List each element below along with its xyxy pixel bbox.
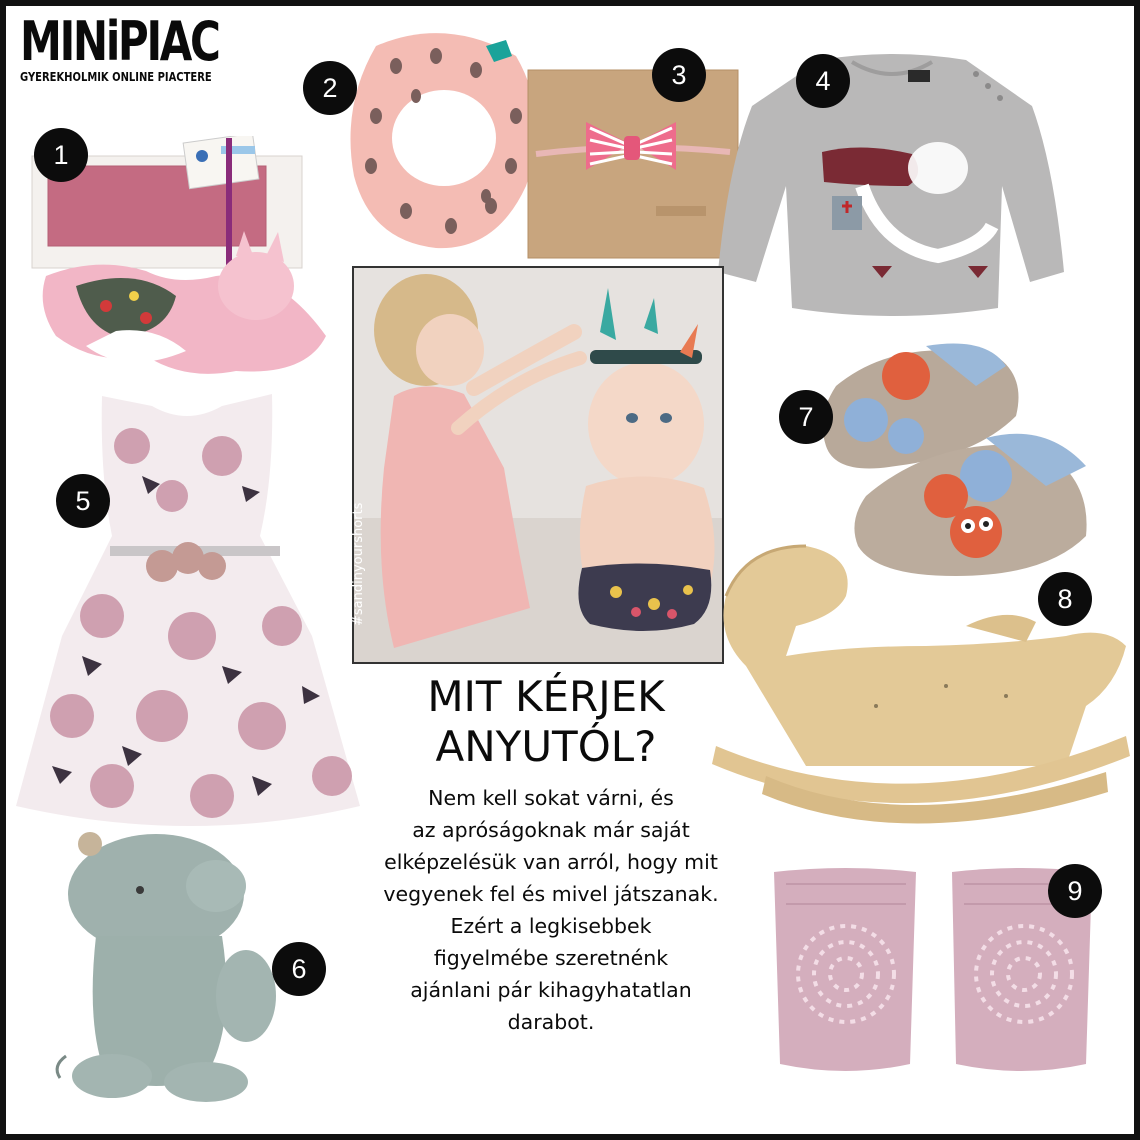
product-pelican-sweater[interactable] [712, 46, 1068, 328]
logo-title: MINiPIAC [20, 10, 219, 73]
hero-photo-children [352, 266, 724, 664]
product-floral-dress[interactable] [12, 386, 362, 836]
marker-8: 8 [1038, 572, 1092, 626]
children-photo-image [354, 268, 722, 662]
marker-4: 4 [796, 54, 850, 108]
intro-line: darabot. [507, 1010, 595, 1034]
intro-line: Nem kell sokat várni, és [428, 786, 674, 810]
product-bow-headband[interactable] [526, 66, 740, 262]
pink-scarf-image [336, 26, 556, 256]
marker-2: 2 [303, 61, 357, 115]
product-pink-scarf[interactable] [336, 26, 556, 256]
marker-1: 1 [34, 128, 88, 182]
headline [356, 672, 736, 772]
intro-line: vegyenek fel és mivel játszanak. [383, 882, 719, 906]
marker-9: 9 [1048, 864, 1102, 918]
marker-5: 5 [56, 474, 110, 528]
marker-7: 7 [779, 390, 833, 444]
intro-line: az apróságoknak már saját [412, 818, 690, 842]
marker-3: 3 [652, 48, 706, 102]
bow-headband-image [526, 66, 740, 262]
logo-subtitle: GYEREKHOLMIK ONLINE PIACTERE [20, 70, 212, 84]
pelican-sweater-image [712, 46, 1068, 328]
photo-hashtag: #sandinyourshorts [351, 502, 366, 626]
floral-dress-image [12, 386, 362, 836]
intro-line: ajánlani pár kihagyhatatlan [410, 978, 692, 1002]
marker-6: 6 [272, 942, 326, 996]
headline-line-2: ANYUTÓL? [435, 722, 657, 771]
minipiac-logo [20, 12, 275, 84]
intro-line: elképzelésük van arról, hogy mit [384, 850, 718, 874]
headline-line-1: MIT KÉRJEK [427, 672, 665, 721]
product-hippo-plush[interactable] [36, 826, 286, 1106]
intro-paragraph [346, 782, 756, 1038]
intro-line: figyelmébe szeretnénk [433, 946, 669, 970]
intro-line: Ezért a legkisebbek [450, 914, 652, 938]
hippo-plush-image [36, 826, 286, 1106]
